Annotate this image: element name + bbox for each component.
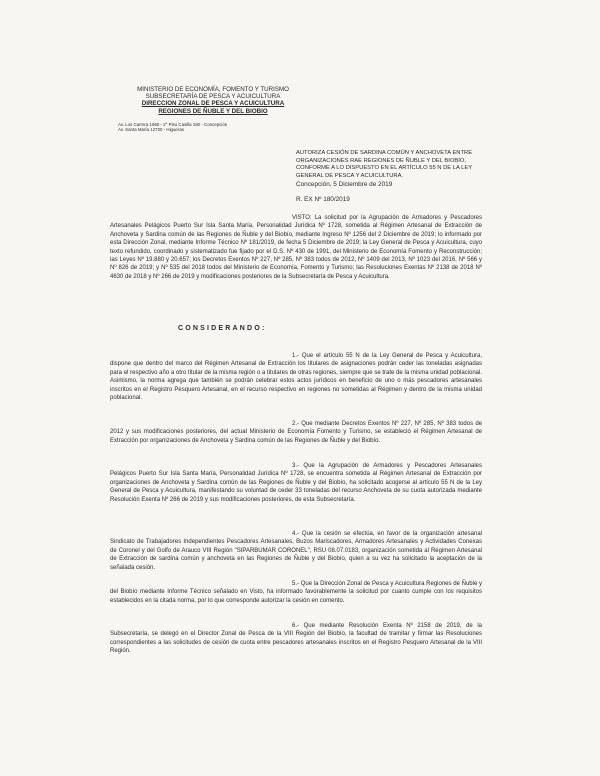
resolution-number: R. EX Nº 180/2019 — [296, 196, 350, 203]
considerando-paragraph: 5.- Que la Dirección Zonal de Pesca y Acuicultura Regiones de Ñuble y del Biobío mediante Informe Técnico señalado en Visto, ha informado favorablemente la solicitud por cuanto cumple con los requisitos establecidos en la citada norma, por lo que corresponde autorizar la cesión en comento. — [110, 581, 482, 604]
visto-text: La solicitud por la Agrupación de Armadores y Pescadores Artesanales Pelágicos Puerto Sur Isla Santa María, Personalidad Jurídica Nº 1728, sometida al Régimen Artesanal de Extracción de Anchoveta y Sardina común de las Regiones de Ñuble y del Biobío, mediante Ingreso Nº 1256 del 2 Diciembre de 2019; lo informado por esta Dirección Zonal, mediante Informe Técnico Nº 181/2019, de fecha 5 Diciembre de 2019; la Ley General de Pesca y Acuicultura, cuyo texto refundido, coordinado y sistematizado fue fijado por el D.S. Nº 430 de 1991, del Ministerio de Economía Fomento y Reconstrucción; las Leyes Nº 19.880 y 20.657; los Decretos Exentos Nº 227, Nº 285, Nº 383 todos de 2012, Nº 1409 del 2013, Nº 1023 del 2016, Nº 566 y Nº 826 de 2019; y Nº 535 del 2018 todos del Ministerio de Economía, Fomento y Turismo; las Resoluciones Exentas Nº 2138 de 2018 Nº 4630 de 2018 y Nº 266 de 2019 y modificaciones posteriores de la Subsecretaría de Pesca y Acuicultura. — [110, 215, 482, 280]
address-block — [118, 122, 227, 132]
considerando-paragraph: 3.- Que la Agrupación de Armadores y Pescadores Artesanales Pelágicos Puerto Sur Isla Santa María, Personalidad Jurídica Nº 1728, se encuentra sometida al Régimen Artesanal de Extracción por organizaciones de Anchoveta y Sardina común de las Regiones de Ñuble y del Biobío, ha solicitado acogerse al artículo 55 N de la Ley General de Pesca y Acuicultura, manifestando su voluntad de ceder 33 toneladas del recurso Anchoveta de su cuota autorizada mediante Resolución Exenta Nº 266 de 2019 y sus modificaciones posteriores, de esta Subsecretaría. — [110, 463, 482, 503]
resolution-subject: AUTORIZA CESIÓN DE SARDINA COMÚN Y ANCHOVETA ENTRE ORGANIZACIONES RAE REGIONES DE ÑUBLE Y DEL BIOBÍO, CONFORME A LO DISPUESTO EN EL ARTÍCULO 55 N DE LA LEY GENERAL DE PESCA Y ACUICULTURA. — [296, 150, 473, 179]
considerando-paragraph: 6.- Que mediante Resolución Exenta Nº 2158 de 2019, de la Subsecretaría, se delegó en el Director Zonal de Pesca de la VIII Región del Biobío, la facultad de tramitar y firmar las Resoluciones correspondientes a las solicitudes de cesión de cuota entre pescadores artesanales inscritos en el Registro Pesquero Artesanal de la VIII Región. — [110, 623, 482, 655]
considerando-paragraph: 2.- Que mediante Decretos Exentos Nº 227, Nº 285, Nº 383 todos de 2012 y sus modificaciones posteriores, del actual Ministerio de Economía Fomento y Turismo, se estableció el Régimen Artesanal de Extracción por organizaciones de Anchoveta y Sardina común de las Regiones de Ñuble y del Biobío. — [110, 421, 482, 444]
ministry-line: MINISTERIO DE ECONOMÍA, FOMENTO Y TURISMO — [137, 86, 289, 93]
address-line-2: Av. Santa María 12700 - Higueras — [118, 127, 184, 133]
considerando-paragraph: 4.- Que la cesión se efectúa, en favor de la organización artesanal Sindicato de Trabajadores Independientes Pescadores Artesanales, Buzos Mariscadores, Armadores Artesanales y Actividades Conexas de Coronel y del Golfo de Arauco VIII Región "SIPARBUMAR CORONEL", RSU 08.07.0183, organización sometida al Régimen Artesanal de Extracción de sardina común y anchoveta en las Regiones de Ñuble y del Biobío, quien a su vez ha solicitado la aceptación de la señalada cesión. — [110, 531, 482, 571]
considerando-paragraph: 1.- Que el artículo 55 N de la Ley General de Pesca y Acuicultura, dispone que dentro del marco del Régimen Artesanal de Extracción los titulares de asignaciones podrán ceder las toneladas asignadas para el respectivo año a otro titular de la misma región o a titulares de otras regiones, siempre que se trate de la misma unidad poblacional. Asimismo, la norma agrega que también se podrán celebrar estos actos jurídicos en beneficio de uno o más pescadores artesanales inscritos en el Registro Pesquero Artesanal, en el recurso respectivo en regiones no sometidas al Régimen y dentro de la misma unidad poblacional. — [110, 353, 482, 402]
zonal-direction-line: DIRECCION ZONAL DE PESCA Y ACUICULTURA — [141, 100, 285, 108]
visto-paragraph — [110, 214, 482, 281]
place-date: Concepción, 5 Diciembre de 2019 — [296, 181, 393, 188]
letterhead — [118, 86, 308, 115]
subsecretariat-line: SUBSECRETARÍA DE PESCA Y ACUICULTURA — [145, 93, 281, 101]
regions-line: REGIONES DE ÑUBLE Y DEL BIOBIO — [158, 107, 268, 115]
visto-lead: VISTO: — [292, 215, 312, 221]
considerando-title: CONSIDERANDO: — [178, 325, 267, 332]
address-line-1: Av. Los Carrera 1960 - 2° Piso Casilla 180 - Concepción — [118, 122, 228, 127]
